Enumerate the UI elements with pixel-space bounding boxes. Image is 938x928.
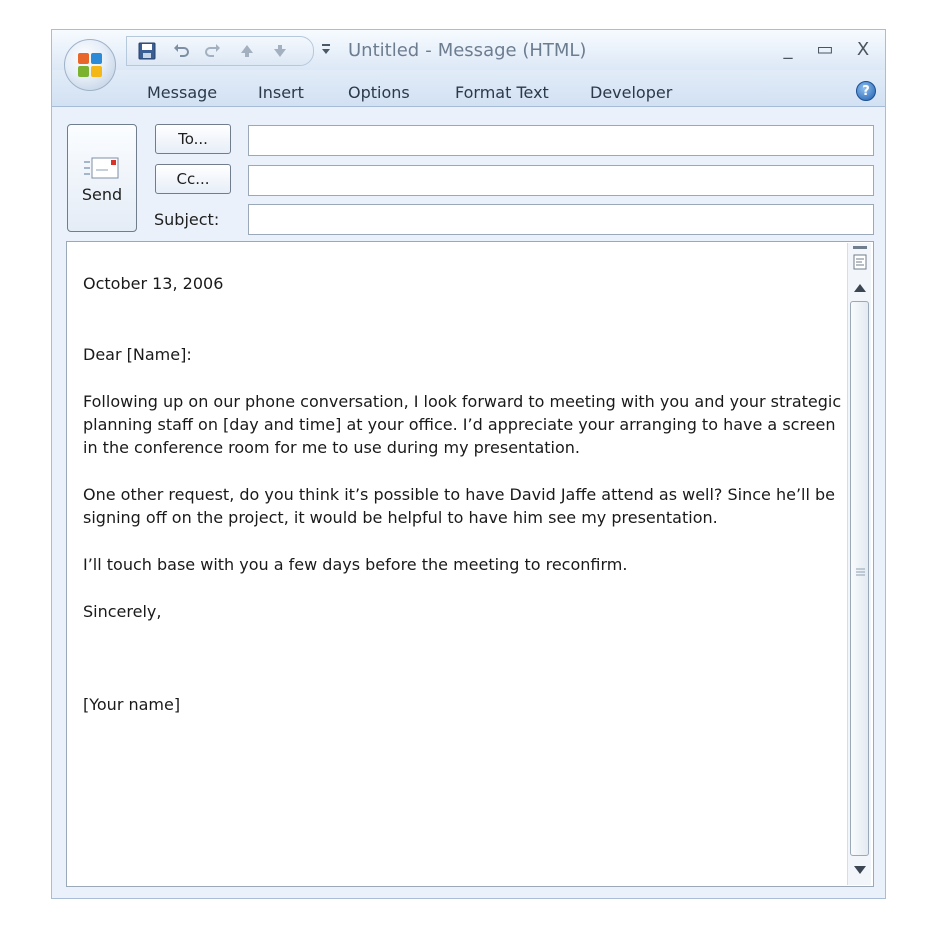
scroll-up-arrow-icon[interactable]: [852, 281, 868, 295]
letter-salutation: Dear [Name]:: [83, 345, 192, 364]
letter-closing: Sincerely,: [83, 602, 162, 621]
tab-options[interactable]: Options: [348, 83, 410, 102]
office-button[interactable]: [64, 39, 116, 91]
document-name: Untitled: [348, 40, 420, 61]
to-button[interactable]: To...: [155, 124, 231, 154]
previous-item-icon[interactable]: [238, 42, 256, 60]
help-icon[interactable]: ?: [856, 81, 876, 101]
scroll-down-arrow-icon[interactable]: [852, 863, 868, 877]
undo-icon[interactable]: [172, 42, 190, 60]
subject-field[interactable]: [248, 204, 874, 235]
redo-icon[interactable]: [204, 42, 222, 60]
maximize-button[interactable]: [812, 38, 838, 62]
envelope-icon: [84, 156, 120, 180]
letter-paragraph: Following up on our phone conversation, I look forward to meeting with you and your strategic planning staff on [day and time] at your office. I’d appreciate your arranging to have a screen in the conference room for me to use during my presentation.: [83, 392, 842, 457]
tab-message[interactable]: Message: [147, 83, 218, 102]
tab-format-text[interactable]: Format Text: [455, 83, 549, 102]
quick-access-toolbar: [126, 36, 314, 66]
save-icon[interactable]: [138, 42, 156, 60]
grip-icon: [856, 568, 865, 577]
minimize-button[interactable]: [775, 38, 801, 62]
title-separator: -: [425, 40, 432, 61]
application-name: Message (HTML): [437, 40, 587, 61]
title-bar: [52, 30, 885, 70]
letter-date: October 13, 2006: [83, 274, 224, 293]
next-item-icon[interactable]: [271, 42, 289, 60]
send-button[interactable]: [67, 124, 137, 232]
ruler-toggle-icon[interactable]: [852, 245, 868, 273]
subject-label: Subject:: [154, 210, 220, 229]
window-title: [348, 40, 586, 61]
scrollbar-thumb[interactable]: [850, 301, 869, 856]
maximize-icon: ▭: [816, 39, 834, 60]
ribbon-tab-bar: [52, 70, 885, 107]
letter-paragraph: I’ll touch base with you a few days before the meeting to reconfirm.: [83, 555, 628, 574]
close-button[interactable]: [850, 38, 876, 62]
customize-toolbar-icon[interactable]: [320, 42, 332, 56]
message-body-text[interactable]: [83, 272, 843, 716]
cc-field[interactable]: [248, 165, 874, 196]
letter-signature: [Your name]: [83, 695, 181, 714]
cc-button[interactable]: Cc...: [155, 164, 231, 194]
message-body[interactable]: [66, 241, 874, 887]
tab-insert[interactable]: Insert: [258, 83, 304, 102]
to-field[interactable]: [248, 125, 874, 156]
office-logo-icon: [78, 53, 102, 77]
letter-paragraph: One other request, do you think it’s possible to have David Jaffe attend as well? Since he’ll be signing off on the project, it would be helpful to have him see my presentation.: [83, 485, 836, 527]
vertical-scrollbar[interactable]: [847, 243, 871, 885]
message-window: [51, 29, 886, 899]
close-icon: X: [856, 39, 870, 60]
tab-developer[interactable]: Developer: [590, 83, 673, 102]
send-label: Send: [81, 185, 123, 204]
minimize-icon: _: [783, 39, 793, 60]
